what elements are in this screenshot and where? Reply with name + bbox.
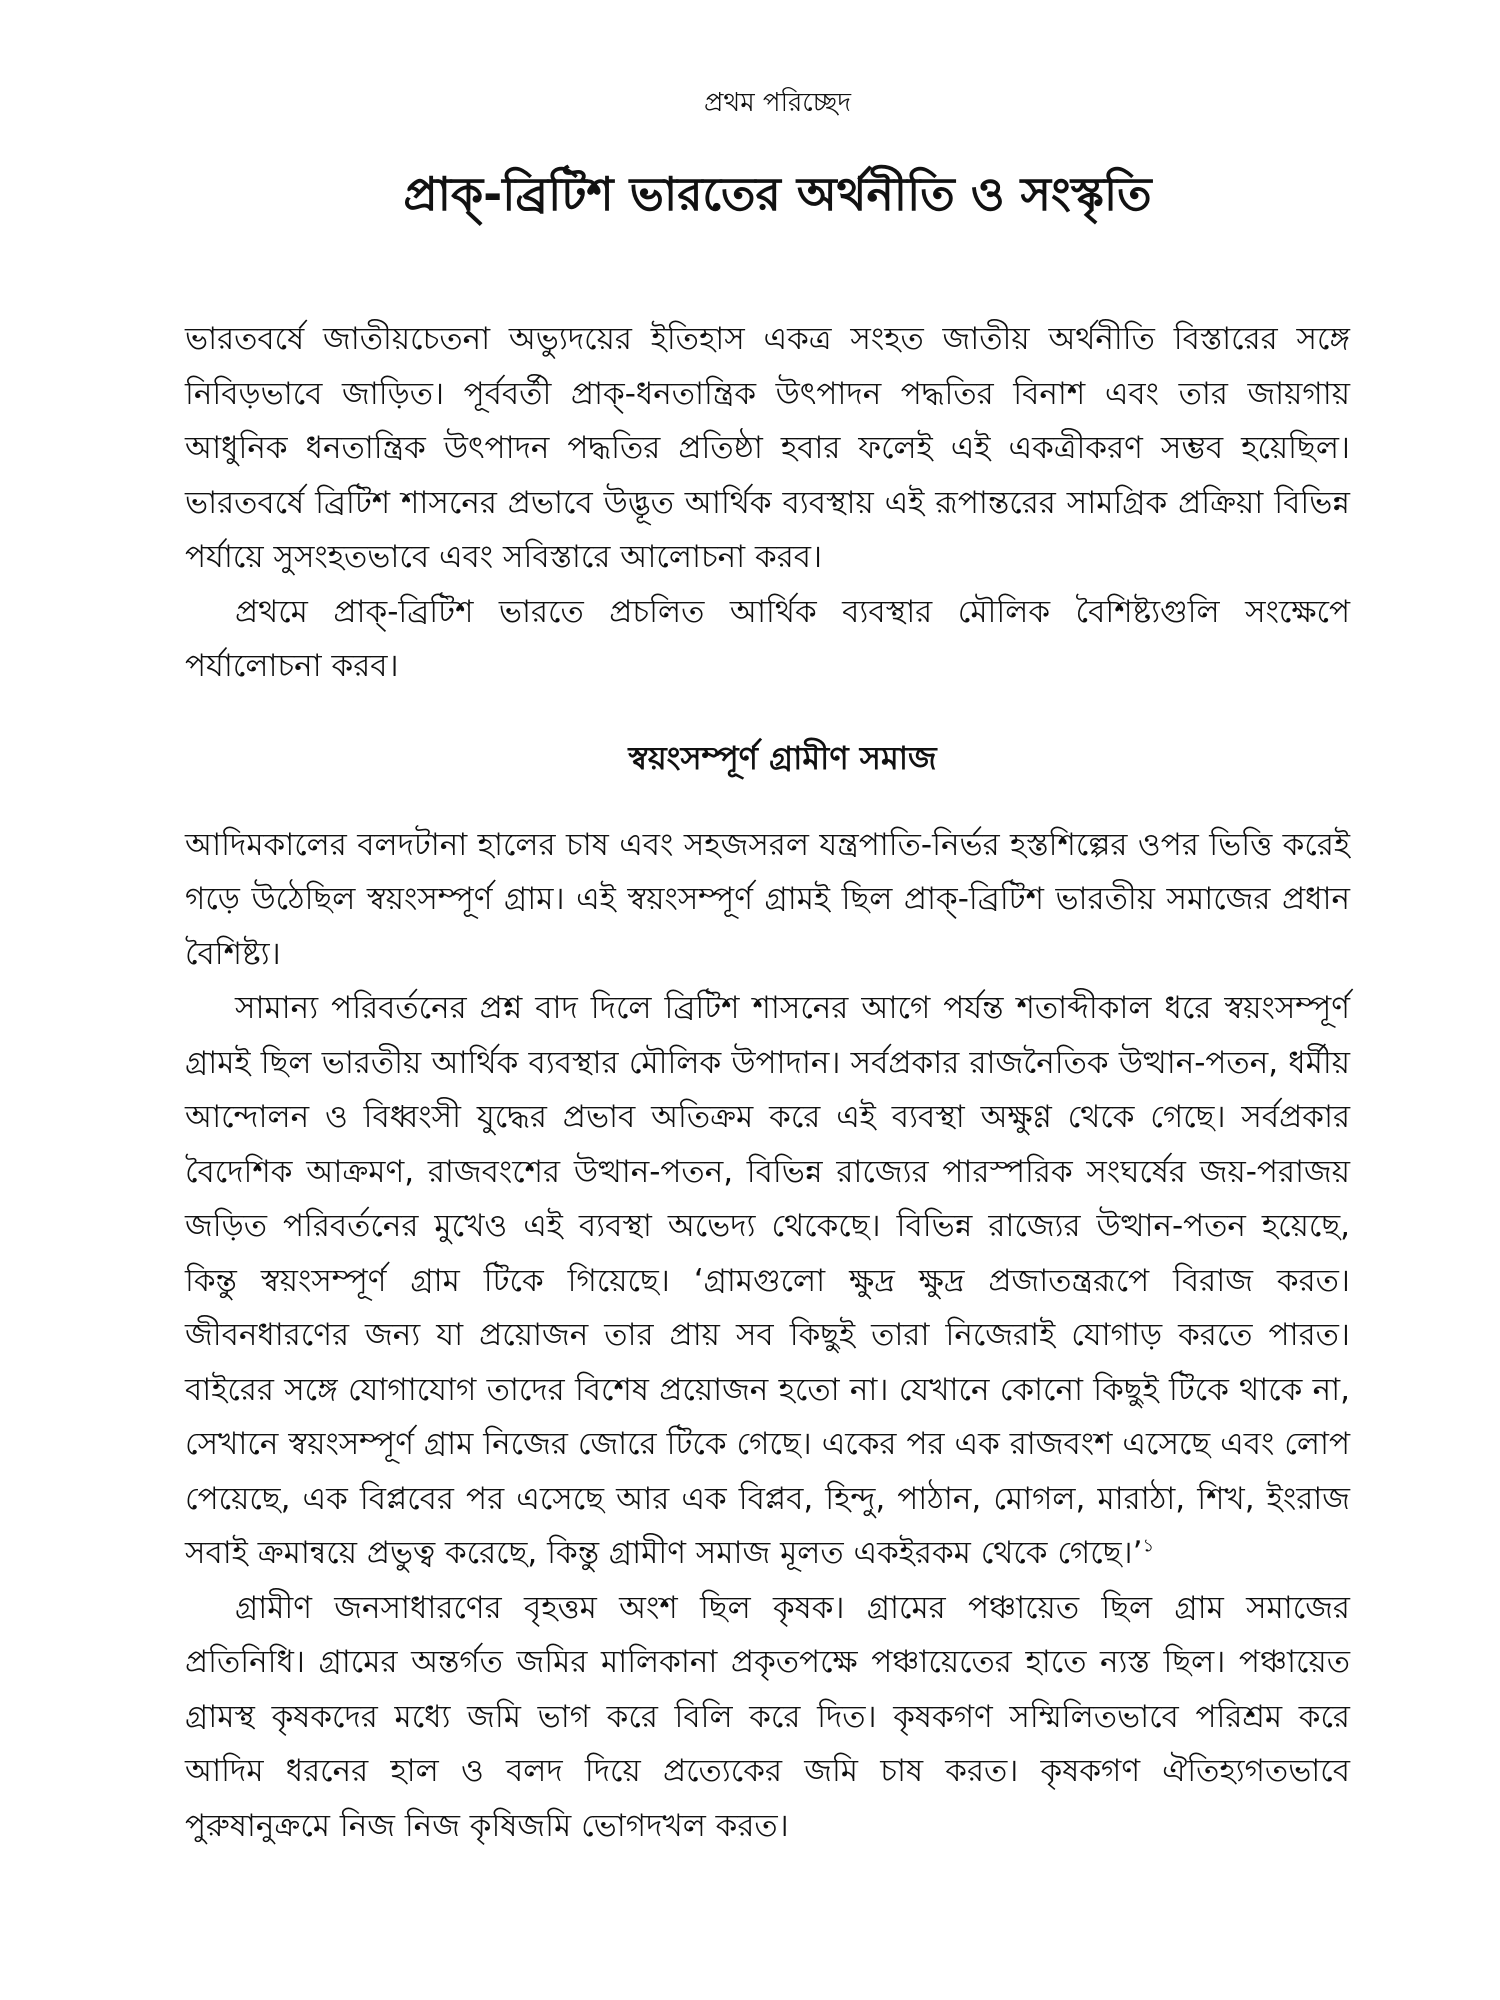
section-paragraph-1: আদিমকালের বলদটানা হালের চাষ এবং সহজসরল যন্ত্রপাতি-নির্ভর হস্তশিল্পের ওপর ভিত্তি করেই গড়ে উঠেছিল স্বয়ংসম্পূর্ণ গ্রাম। এই স্বয়ংসম্পূর্ণ গ্রামই ছিল প্রাক্‌-ব্রিটিশ ভারতীয় সমাজের প্রধান বৈশিষ্ট্য। [185, 826, 1350, 972]
footnote-marker: ১ [1142, 1535, 1155, 1557]
chapter-label: প্রথম পরিচ্ছেদ [703, 88, 852, 118]
section-paragraph-2-text: সামান্য পরিবর্তনের প্রশ্ন বাদ দিলে ব্রিটিশ শাসনের আগে পর্যন্ত শতাব্দীকাল ধরে স্বয়ংসম্পূর্ণ গ্রামই ছিল ভারতীয় আর্থিক ব্যবস্থার মৌলিক উপাদান। সর্বপ্রকার রাজনৈতিক উত্থান-পতন, ধর্মীয় আন্দোলন ও বিধ্বংসী যুদ্ধের প্রভাব অতিক্রম করে এই ব্যবস্থা অক্ষুণ্ণ থেকে গেছে। সর্বপ্রকার বৈদেশিক আক্রমণ, রাজবংশের উত্থান-পতন, বিভিন্ন রাজ্যের পারস্পরিক সংঘর্ষের জয়-পরাজয় জড়িত পরিবর্তনের মুখেও এই ব্যবস্থা অভেদ্য থেকেছে। বিভিন্ন রাজ্যের উত্থান-পতন হয়েছে, কিন্তু স্বয়ংসম্পূর্ণ গ্রাম টিকে গিয়েছে। ‘গ্রামগুলো ক্ষুদ্র ক্ষুদ্র প্রজাতন্ত্ররূপে বিরাজ করত। জীবনধারণের জন্য যা প্রয়োজন তার প্রায় সব কিছুই তারা নিজেরাই যোগাড় করতে পারত। বাইরের সঙ্গে যোগাযোগ তাদের বিশেষ প্রয়োজন হতো না। যেখানে কোনো কিছুই টিকে থাকে না, সেখানে স্বয়ংসম্পূর্ণ গ্রাম নিজের জোরে টিকে গেছে। একের পর এক রাজবংশ এসেছে এবং লোপ পেয়েছে, এক বিপ্লবের পর এসেছে আর এক বিপ্লব, হিন্দু, পাঠান, মোগল, মারাঠা, শিখ, ইংরাজ সবাই ক্রমান্বয়ে প্রভুত্ব করেছে, কিন্তু গ্রামীণ সমাজ মূলত একইরকম থেকে গেছে।’ [185, 990, 1350, 1571]
section-heading: স্বয়ংসম্পূর্ণ গ্রামীণ সমাজ [628, 738, 937, 777]
chapter-title: প্রাক্‌-ব্রিটিশ ভারতের অর্থনীতি ও সংস্কৃতি [403, 167, 1152, 221]
intro-paragraph-2: প্রথমে প্রাক্‌-ব্রিটিশ ভারতে প্রচলিত আর্থিক ব্যবস্থার মৌলিক বৈশিষ্ট্যগুলি সংক্ষেপে পর্যালোচনা করব। [185, 593, 1350, 684]
intro-section [185, 312, 1350, 694]
section-paragraph-2 [185, 981, 1350, 1581]
village-section [185, 818, 1350, 1854]
section-paragraph-3: গ্রামীণ জনসাধারণের বৃহত্তম অংশ ছিল কৃষক। গ্রামের পঞ্চায়েত ছিল গ্রাম সমাজের প্রতিনিধি। গ্রামের অন্তর্গত জমির মালিকানা প্রকৃতপক্ষে পঞ্চায়েতের হাতে ন্যস্ত ছিল। পঞ্চায়েত গ্রামস্থ কৃষকদের মধ্যে জমি ভাগ করে বিলি করে দিত। কৃষকগণ সম্মিলিতভাবে পরিশ্রম করে আদিম ধরনের হাল ও বলদ দিয়ে প্রত্যেকের জমি চাষ করত। কৃষকগণ ঐতিহ্যগতভাবে পুরুষানুক্রমে নিজ নিজ কৃষিজমি ভোগদখল করত। [185, 1589, 1350, 1844]
intro-paragraph-1: ভারতবর্ষে জাতীয়চেতনা অভ্যুদয়ের ইতিহাস একত্র সংহত জাতীয় অর্থনীতি বিস্তারের সঙ্গে নিবিড়ভাবে জাড়িত। পূর্ববর্তী প্রাক্‌-ধনতান্ত্রিক উৎপাদন পদ্ধতির বিনাশ এবং তার জায়গায় আধুনিক ধনতান্ত্রিক উৎপাদন পদ্ধতির প্রতিষ্ঠা হবার ফলেই এই একত্রীকরণ সম্ভব হয়েছিল। ভারতবর্ষে ব্রিটিশ শাসনের প্রভাবে উদ্ভূত আর্থিক ব্যবস্থায় এই রূপান্তরের সামগ্রিক প্রক্রিয়া বিভিন্ন পর্যায়ে সুসংহতভাবে এবং সবিস্তারে আলোচনা করব। [185, 321, 1350, 575]
